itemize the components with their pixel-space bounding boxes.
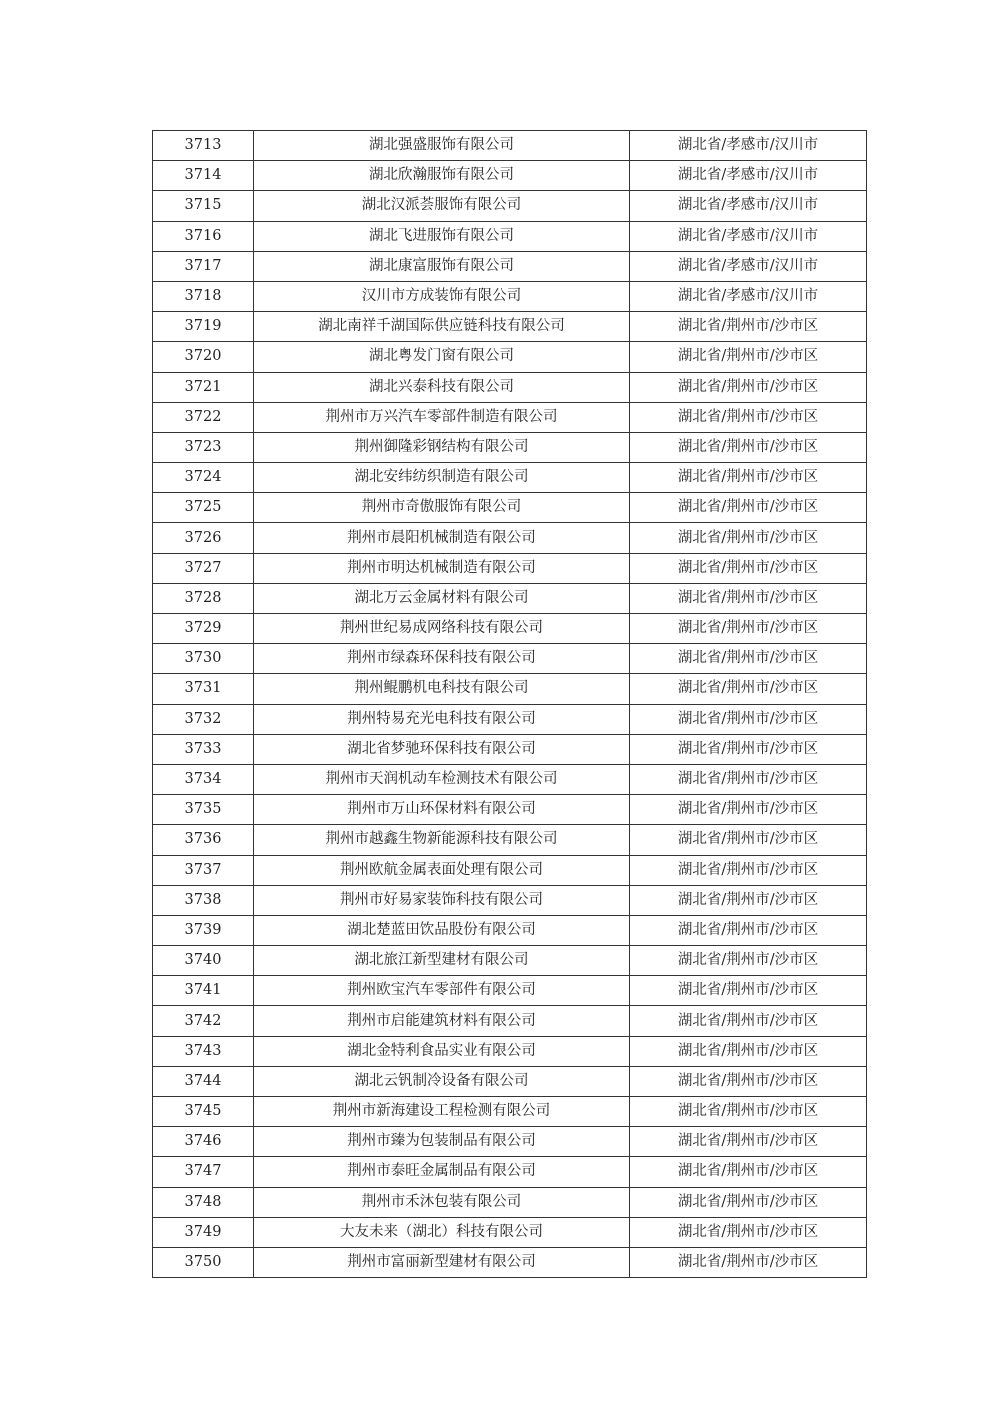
- company-name-cell: 荆州市万山环保材料有限公司: [254, 795, 630, 825]
- table-row: [153, 1066, 867, 1096]
- company-name-cell: 湖北强盛服饰有限公司: [254, 131, 630, 161]
- region-cell: 湖北省/孝感市/汉川市: [630, 221, 867, 251]
- company-name-cell: 湖北旅江新型建材有限公司: [254, 946, 630, 976]
- row-number-cell: 3736: [153, 825, 254, 855]
- row-number-cell: 3732: [153, 704, 254, 734]
- region-cell: 湖北省/荆州市/沙市区: [630, 583, 867, 613]
- region-cell: 湖北省/荆州市/沙市区: [630, 1247, 867, 1277]
- row-number-cell: 3729: [153, 614, 254, 644]
- row-number-cell: 3748: [153, 1187, 254, 1217]
- region-cell: 湖北省/荆州市/沙市区: [630, 946, 867, 976]
- table-row: [153, 131, 867, 161]
- row-number-cell: 3737: [153, 855, 254, 885]
- company-name-cell: 湖北南祥千湖国际供应链科技有限公司: [254, 312, 630, 342]
- row-number-cell: 3721: [153, 372, 254, 402]
- table-row: [153, 644, 867, 674]
- company-name-cell: 湖北粤发门窗有限公司: [254, 342, 630, 372]
- company-name-cell: 荆州市富丽新型建材有限公司: [254, 1247, 630, 1277]
- row-number-cell: 3727: [153, 553, 254, 583]
- company-name-cell: 荆州御隆彩钢结构有限公司: [254, 432, 630, 462]
- table-row: [153, 976, 867, 1006]
- company-name-cell: 荆州市启能建筑材料有限公司: [254, 1006, 630, 1036]
- company-name-cell: 荆州市好易家装饰科技有限公司: [254, 885, 630, 915]
- table-row: [153, 523, 867, 553]
- company-name-cell: 荆州市天润机动车检测技术有限公司: [254, 764, 630, 794]
- table-row: [153, 674, 867, 704]
- region-cell: 湖北省/荆州市/沙市区: [630, 1217, 867, 1247]
- row-number-cell: 3741: [153, 976, 254, 1006]
- row-number-cell: 3722: [153, 402, 254, 432]
- company-name-cell: 荆州市禾沐包装有限公司: [254, 1187, 630, 1217]
- table-row: [153, 493, 867, 523]
- region-cell: 湖北省/荆州市/沙市区: [630, 493, 867, 523]
- table-row: [153, 1217, 867, 1247]
- table-row: [153, 312, 867, 342]
- row-number-cell: 3734: [153, 764, 254, 794]
- table-row: [153, 1127, 867, 1157]
- region-cell: 湖北省/荆州市/沙市区: [630, 825, 867, 855]
- row-number-cell: 3718: [153, 281, 254, 311]
- region-cell: 湖北省/荆州市/沙市区: [630, 312, 867, 342]
- company-name-cell: 荆州鲲鹏机电科技有限公司: [254, 674, 630, 704]
- table-row: [153, 614, 867, 644]
- row-number-cell: 3735: [153, 795, 254, 825]
- region-cell: 湖北省/荆州市/沙市区: [630, 734, 867, 764]
- region-cell: 湖北省/荆州市/沙市区: [630, 432, 867, 462]
- row-number-cell: 3739: [153, 915, 254, 945]
- company-name-cell: 荆州市臻为包装制品有限公司: [254, 1127, 630, 1157]
- company-name-cell: 荆州市绿森环保科技有限公司: [254, 644, 630, 674]
- company-name-cell: 湖北欣瀚服饰有限公司: [254, 161, 630, 191]
- region-cell: 湖北省/荆州市/沙市区: [630, 764, 867, 794]
- region-cell: 湖北省/孝感市/汉川市: [630, 251, 867, 281]
- table-row: [153, 1036, 867, 1066]
- row-number-cell: 3728: [153, 583, 254, 613]
- company-name-cell: 湖北云钒制冷设备有限公司: [254, 1066, 630, 1096]
- region-cell: 湖北省/荆州市/沙市区: [630, 1187, 867, 1217]
- row-number-cell: 3743: [153, 1036, 254, 1066]
- table-row: [153, 191, 867, 221]
- table-row: [153, 946, 867, 976]
- company-name-cell: 荆州市泰旺金属制品有限公司: [254, 1157, 630, 1187]
- company-name-cell: 荆州欧宝汽车零部件有限公司: [254, 976, 630, 1006]
- row-number-cell: 3716: [153, 221, 254, 251]
- company-name-cell: 荆州世纪易成网络科技有限公司: [254, 614, 630, 644]
- table-row: [153, 553, 867, 583]
- company-name-cell: 湖北飞进服饰有限公司: [254, 221, 630, 251]
- row-number-cell: 3740: [153, 946, 254, 976]
- row-number-cell: 3733: [153, 734, 254, 764]
- region-cell: 湖北省/荆州市/沙市区: [630, 553, 867, 583]
- table-row: [153, 372, 867, 402]
- table-row: [153, 1247, 867, 1277]
- row-number-cell: 3724: [153, 463, 254, 493]
- region-cell: 湖北省/荆州市/沙市区: [630, 372, 867, 402]
- table-body: [153, 131, 867, 1278]
- row-number-cell: 3719: [153, 312, 254, 342]
- row-number-cell: 3715: [153, 191, 254, 221]
- row-number-cell: 3723: [153, 432, 254, 462]
- table-row: [153, 825, 867, 855]
- table-row: [153, 432, 867, 462]
- row-number-cell: 3713: [153, 131, 254, 161]
- table-row: [153, 855, 867, 885]
- table-row: [153, 885, 867, 915]
- region-cell: 湖北省/荆州市/沙市区: [630, 1157, 867, 1187]
- company-name-cell: 湖北金特利食品实业有限公司: [254, 1036, 630, 1066]
- table-row: [153, 281, 867, 311]
- row-number-cell: 3738: [153, 885, 254, 915]
- company-name-cell: 湖北省梦驰环保科技有限公司: [254, 734, 630, 764]
- company-name-cell: 荆州市晨阳机械制造有限公司: [254, 523, 630, 553]
- region-cell: 湖北省/荆州市/沙市区: [630, 704, 867, 734]
- table-row: [153, 402, 867, 432]
- company-name-cell: 荆州市越鑫生物新能源科技有限公司: [254, 825, 630, 855]
- region-cell: 湖北省/荆州市/沙市区: [630, 1066, 867, 1096]
- region-cell: 湖北省/荆州市/沙市区: [630, 1036, 867, 1066]
- row-number-cell: 3720: [153, 342, 254, 372]
- table-row: [153, 342, 867, 372]
- table-row: [153, 463, 867, 493]
- region-cell: 湖北省/荆州市/沙市区: [630, 1097, 867, 1127]
- row-number-cell: 3742: [153, 1006, 254, 1036]
- table-row: [153, 915, 867, 945]
- table-row: [153, 221, 867, 251]
- company-name-cell: 荆州市奇傲服饰有限公司: [254, 493, 630, 523]
- row-number-cell: 3725: [153, 493, 254, 523]
- company-name-cell: 湖北兴泰科技有限公司: [254, 372, 630, 402]
- row-number-cell: 3749: [153, 1217, 254, 1247]
- region-cell: 湖北省/荆州市/沙市区: [630, 1127, 867, 1157]
- company-name-cell: 湖北安纬纺织制造有限公司: [254, 463, 630, 493]
- row-number-cell: 3747: [153, 1157, 254, 1187]
- table-row: [153, 764, 867, 794]
- company-name-cell: 大友未来（湖北）科技有限公司: [254, 1217, 630, 1247]
- company-name-cell: 荆州欧航金属表面处理有限公司: [254, 855, 630, 885]
- company-table: [152, 130, 867, 1278]
- region-cell: 湖北省/荆州市/沙市区: [630, 644, 867, 674]
- region-cell: 湖北省/孝感市/汉川市: [630, 161, 867, 191]
- row-number-cell: 3744: [153, 1066, 254, 1096]
- table-row: [153, 795, 867, 825]
- row-number-cell: 3746: [153, 1127, 254, 1157]
- row-number-cell: 3745: [153, 1097, 254, 1127]
- region-cell: 湖北省/荆州市/沙市区: [630, 614, 867, 644]
- row-number-cell: 3726: [153, 523, 254, 553]
- region-cell: 湖北省/孝感市/汉川市: [630, 191, 867, 221]
- table-row: [153, 1157, 867, 1187]
- company-name-cell: 荆州市新海建设工程检测有限公司: [254, 1097, 630, 1127]
- row-number-cell: 3717: [153, 251, 254, 281]
- company-name-cell: 湖北汉派荟服饰有限公司: [254, 191, 630, 221]
- company-name-cell: 汉川市方成装饰有限公司: [254, 281, 630, 311]
- table-row: [153, 161, 867, 191]
- table-row: [153, 704, 867, 734]
- table-row: [153, 734, 867, 764]
- region-cell: 湖北省/荆州市/沙市区: [630, 674, 867, 704]
- row-number-cell: 3714: [153, 161, 254, 191]
- region-cell: 湖北省/荆州市/沙市区: [630, 976, 867, 1006]
- table-row: [153, 1097, 867, 1127]
- region-cell: 湖北省/荆州市/沙市区: [630, 342, 867, 372]
- company-name-cell: 荆州市万兴汽车零部件制造有限公司: [254, 402, 630, 432]
- region-cell: 湖北省/孝感市/汉川市: [630, 131, 867, 161]
- company-name-cell: 湖北万云金属材料有限公司: [254, 583, 630, 613]
- table-row: [153, 1187, 867, 1217]
- company-name-cell: 荆州特易充光电科技有限公司: [254, 704, 630, 734]
- region-cell: 湖北省/孝感市/汉川市: [630, 281, 867, 311]
- region-cell: 湖北省/荆州市/沙市区: [630, 402, 867, 432]
- region-cell: 湖北省/荆州市/沙市区: [630, 885, 867, 915]
- table-row: [153, 583, 867, 613]
- region-cell: 湖北省/荆州市/沙市区: [630, 523, 867, 553]
- region-cell: 湖北省/荆州市/沙市区: [630, 795, 867, 825]
- row-number-cell: 3750: [153, 1247, 254, 1277]
- company-name-cell: 湖北楚蓝田饮品股份有限公司: [254, 915, 630, 945]
- table-row: [153, 251, 867, 281]
- table-row: [153, 1006, 867, 1036]
- row-number-cell: 3731: [153, 674, 254, 704]
- region-cell: 湖北省/荆州市/沙市区: [630, 1006, 867, 1036]
- region-cell: 湖北省/荆州市/沙市区: [630, 463, 867, 493]
- region-cell: 湖北省/荆州市/沙市区: [630, 855, 867, 885]
- row-number-cell: 3730: [153, 644, 254, 674]
- company-name-cell: 湖北康富服饰有限公司: [254, 251, 630, 281]
- company-name-cell: 荆州市明达机械制造有限公司: [254, 553, 630, 583]
- region-cell: 湖北省/荆州市/沙市区: [630, 915, 867, 945]
